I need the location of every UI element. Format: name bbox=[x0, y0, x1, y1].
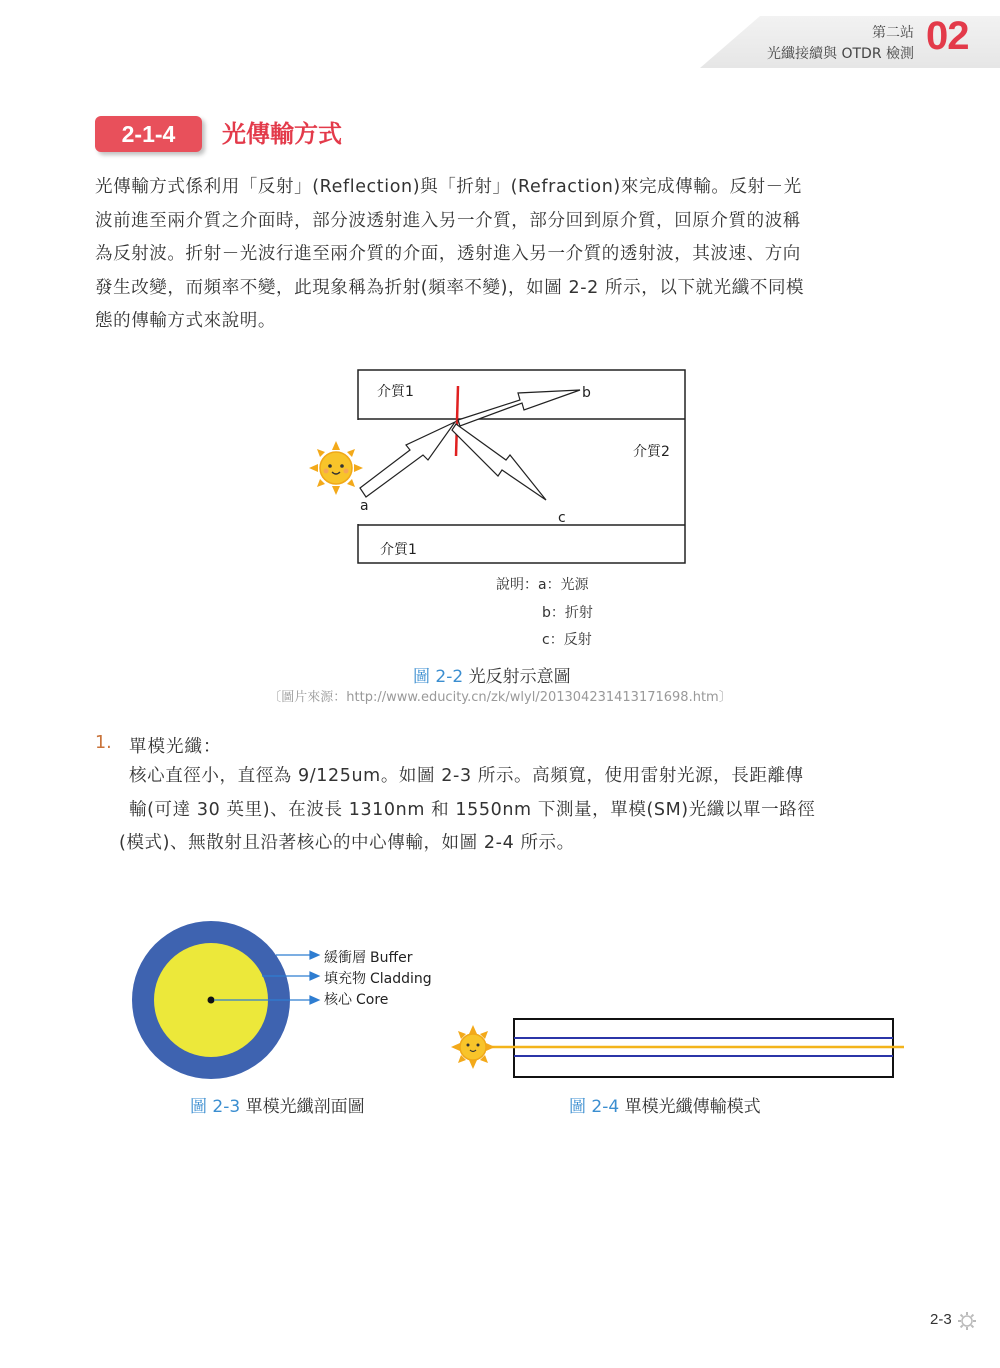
figure-2-3-caption bbox=[190, 1092, 365, 1117]
figure-2-2-caption-text: 光反射示意圖 bbox=[468, 667, 571, 687]
intro-line: 態的傳輸方式來說明。 bbox=[95, 311, 276, 331]
intro-line: 光傳輸方式係利用「反射」(Reflection)與「折射」(Refraction)來完成傳輸。反射－光 bbox=[95, 177, 802, 197]
intro-paragraph bbox=[95, 171, 907, 339]
header-station: 第二站 bbox=[872, 25, 914, 41]
single-mode-line: 核心直徑小，直徑為 9/125um。如圖 2-3 所示。高頻寬，使用雷射光源，長距離傳 bbox=[129, 766, 804, 786]
single-mode-line: (模式)、無散射且沿著核心的中心傳輸，如圖 2-4 所示。 bbox=[119, 833, 575, 853]
buffer-arrow-icon bbox=[310, 951, 319, 959]
figure-2-3-diagram bbox=[125, 915, 455, 1085]
section-number-badge: 2-1-4 bbox=[95, 116, 202, 152]
section-title: 光傳輸方式 bbox=[222, 120, 342, 148]
core-dot bbox=[208, 997, 215, 1004]
gear-icon bbox=[957, 1311, 977, 1331]
label-point-a: a bbox=[360, 498, 369, 514]
sun-light-source-icon bbox=[309, 441, 363, 495]
figure-2-4-caption-number: 圖 2-4 bbox=[569, 1097, 620, 1117]
figure-2-2-diagram bbox=[300, 360, 700, 570]
label-point-b: b bbox=[582, 385, 591, 401]
single-mode-paragraph bbox=[119, 760, 907, 861]
figure-2-4-caption-text: 單模光纖傳輸模式 bbox=[624, 1097, 761, 1117]
figure-2-3-caption-number: 圖 2-3 bbox=[190, 1097, 241, 1117]
figure-2-2-caption bbox=[413, 662, 571, 687]
intro-line: 波前進至兩介質之介面時，部分波透射進入另一介質，部分回到原介質，回原介質的波稱 bbox=[95, 210, 801, 231]
single-mode-line: 輸(可達 30 英里)、在波長 1310nm 和 1550nm 下測量，單模(SM)光纖以單一路徑 bbox=[129, 799, 816, 820]
sun-light-source-icon bbox=[451, 1025, 495, 1069]
header-chapter-number: 02 bbox=[926, 14, 969, 58]
figure-2-2-caption-number: 圖 2-2 bbox=[413, 667, 464, 687]
figure-2-2-legend-a: 說明：a：光源 bbox=[496, 577, 589, 593]
cladding-label: 填充物 Cladding bbox=[324, 971, 432, 987]
figure-2-3-caption-text: 單模光纖剖面圖 bbox=[245, 1097, 365, 1117]
page-number: 2-3 bbox=[930, 1311, 952, 1328]
core-arrow-icon bbox=[310, 996, 319, 1004]
figure-2-2-source: 〔圖片來源：http://www.educity.cn/zk/wlyl/201304231413171698.htm〕 bbox=[268, 690, 732, 705]
figure-2-4-diagram bbox=[448, 1010, 908, 1085]
buffer-label: 緩衝層 Buffer bbox=[324, 950, 413, 966]
intro-line: 為反射波。折射－光波行進至兩介質的介面，透射進入另一介質的透射波，其波速、方向 bbox=[95, 244, 801, 264]
figure-2-4-caption bbox=[569, 1092, 761, 1117]
list-item-number: 1. bbox=[95, 733, 112, 753]
figure-2-2-legend-b: b：折射 bbox=[542, 605, 593, 621]
intro-line: 發生改變，而頻率不變，此現象稱為折射(頻率不變)，如圖 2-2 所示，以下就光纖不同模 bbox=[95, 277, 805, 298]
label-medium-middle: 介質2 bbox=[633, 444, 670, 460]
cladding-arrow-icon bbox=[310, 972, 319, 980]
core-label: 核心 Core bbox=[324, 992, 389, 1008]
label-medium-bottom: 介質1 bbox=[380, 542, 417, 558]
label-point-c: c bbox=[558, 510, 566, 526]
label-medium-top: 介質1 bbox=[377, 384, 414, 400]
header-chapter-title: 光纖接續與 OTDR 檢測 bbox=[767, 46, 914, 62]
figure-2-2-legend-c: c：反射 bbox=[542, 632, 592, 648]
list-item-title: 單模光纖： bbox=[129, 737, 222, 757]
